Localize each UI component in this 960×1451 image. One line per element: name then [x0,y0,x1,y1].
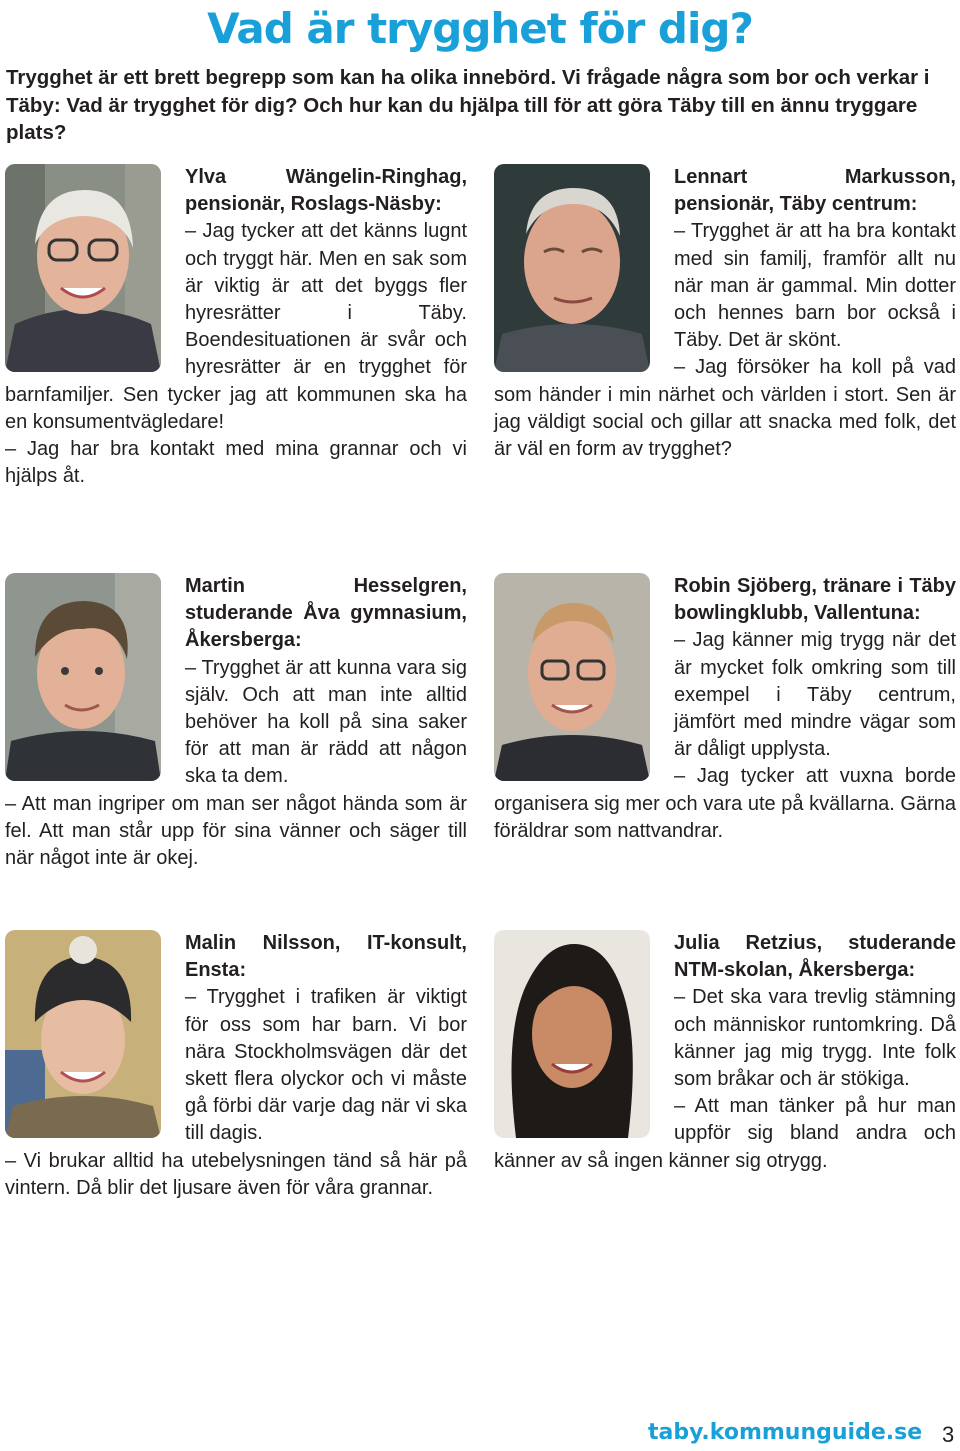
entry-lennart [494,164,956,463]
quote-text: – Jag känner mig trygg när det är mycket folk omkring som till exempel i Täby centrum, jämfört med mindre vägar som är dåligt upplysta. [674,629,956,761]
page-title: Vad är trygghet för dig? [207,4,753,53]
person-name: Martin Hesselgren, studerande Åva gymnasium, Åkersberga: [185,575,467,652]
entry-julia [494,930,956,1175]
portrait-photo [494,930,650,1138]
quote-text: – Att man tänker på hur man uppför sig bland andra och känner av så ingen känner sig otrygg. [494,1095,956,1172]
quote-text: – Jag försöker ha koll på vad som händer i min närhet och världen i stort. Sen är jag väldigt social och gillar att snacka med folk, det är väl en form av trygghet? [494,356,956,461]
portrait-photo [494,164,650,372]
portrait-photo [5,930,161,1138]
person-name: Malin Nilsson, IT-konsult, Ensta: [185,932,467,982]
quote-text: – Trygghet i trafiken är viktigt för oss som har barn. Vi bor nära Stockholmsvägen där det skett flera olyckor och vi måste gå förbi där varje dag när vi ska till dagis. [185,986,467,1145]
portrait-image [494,164,650,372]
person-name: Julia Retzius, studerande NTM-skolan, Åkersberga: [674,932,956,982]
portrait-photo [5,573,161,781]
portrait-photo [5,164,161,372]
entry-malin [5,930,467,1202]
portrait-image [494,573,650,781]
quote-text: – Vi brukar alltid ha utebelysningen tänd så här på vintern. Då blir det ljusare även för våra grannar. [5,1149,467,1199]
page-number: 3 [942,1422,955,1447]
portrait-image [5,164,161,372]
quote-text: – Jag tycker att det känns lugnt och tryggt här. Men en sak som är viktig är att det byggs fler hyresrätter i Täby. Boendesituationen är svår och hyresrätter är en trygghet för barnfamiljer. Sen tycker jag att kommunen ska ha en konsumentvägledare! [5,220,467,433]
entry-martin [5,573,467,872]
portrait-image [5,573,161,781]
person-name: Ylva Wängelin-Ringhag, pensionär, Roslags-Näsby: [185,166,467,216]
person-name: Lennart Markusson, pensionär, Täby centrum: [674,166,956,216]
quote-text: – Trygghet är att ha bra kontakt med sin familj, framför allt nu när man är gammal. Min dotter och hennes barn bor också i Täby. Det är skönt. [674,220,956,352]
intro-text: Trygghet är ett brett begrepp som kan ha olika innebörd. Vi frågade några som bor och verkar i Täby: Vad är trygghet för dig? Och hur kan du hjälpa till för att göra Täby till en ännu tryggare plats? [6,66,930,144]
portrait-image [494,930,650,1138]
portrait-image [5,930,161,1138]
quote-text: – Jag har bra kontakt med mina grannar och vi hjälps åt. [5,438,467,488]
portrait-photo [494,573,650,781]
entry-ylva [5,164,467,490]
quote-text: – Trygghet är att kunna vara sig själv. Och att man inte alltid behöver ha koll på sina saker för att man är rädd att någon ska ta dem. [185,656,467,788]
quote-text: – Det ska vara trevlig stämning och människor runtomkring. Då känner jag mig trygg. Inte folk som bråkar och är stökiga. [674,986,956,1091]
person-name: Robin Sjöberg, tränare i Täby bowlingklubb, Vallentuna: [674,575,956,625]
quote-text: – Jag tycker att vuxna borde organisera sig mer och vara ute på kvällarna. Gärna föräldrar som nattvandrar. [494,765,956,842]
quote-text: – Att man ingriper om man ser något hända som är fel. Att man står upp för sina vänner och säger till när något inte är okej. [5,792,467,870]
entry-robin [494,573,956,845]
footer-website-link[interactable]: taby.kommunguide.se [648,1420,923,1445]
